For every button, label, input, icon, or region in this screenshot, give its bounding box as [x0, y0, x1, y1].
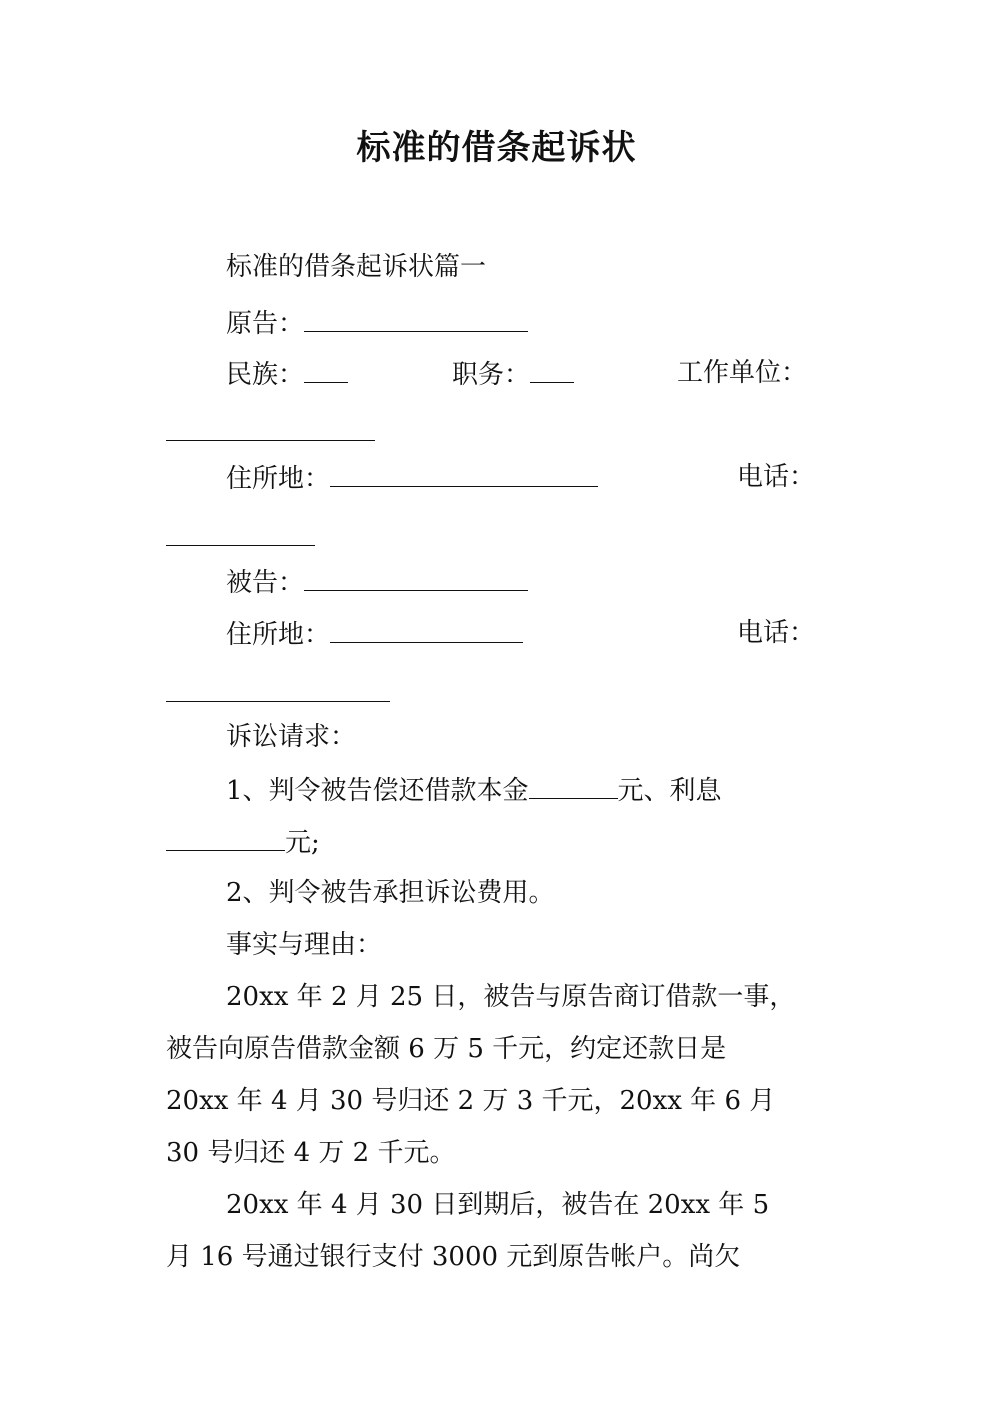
employer-blank [166, 440, 375, 441]
claim-item-1 [226, 772, 722, 808]
facts-p1-line2: 被告向原告借款金额 6 万 5 千元，约定还款日是 [166, 1034, 727, 1064]
plaintiff-address-blank [330, 460, 598, 487]
plaintiff-address-label: 住所地： [226, 464, 331, 494]
defendant-address-blank [330, 616, 523, 643]
claim-1-suffix: 元; [285, 828, 320, 858]
plaintiff-label: 原告： [226, 309, 305, 339]
facts-p1-line4: 30 号归还 4 万 2 千元。 [166, 1138, 456, 1168]
section-heading: 标准的借条起诉状篇一 [226, 252, 487, 282]
facts-p2-line1: 20xx 年 4 月 30 日到期后，被告在 20xx 年 5 [226, 1190, 770, 1220]
plaintiff-phone-blank [166, 545, 315, 546]
position-blank [530, 356, 574, 383]
plaintiff-blank [304, 305, 528, 332]
ethnicity-label: 民族： [226, 360, 305, 390]
plaintiff-address-line [226, 460, 598, 496]
defendant-phone-label: 电话： [737, 618, 816, 648]
claim-item-1-cont [166, 824, 320, 860]
interest-blank [166, 824, 285, 851]
plaintiff-line [226, 305, 528, 341]
facts-p1-line1: 20xx 年 2 月 25 日，被告与原告商订借款一事， [226, 982, 796, 1012]
claim-1-mid: 元、利息 [617, 776, 722, 806]
defendant-line [226, 564, 528, 600]
defendant-label: 被告： [226, 568, 305, 598]
principal-blank [529, 772, 618, 799]
plaintiff-position-line [452, 356, 574, 392]
defendant-address-line [226, 616, 523, 652]
employer-label: 工作单位： [677, 358, 808, 388]
facts-p1-line3: 20xx 年 4 月 30 号归还 2 万 3 千元，20xx 年 6 月 [166, 1086, 776, 1116]
plaintiff-phone-label: 电话： [737, 462, 816, 492]
defendant-phone-blank [166, 701, 390, 702]
claims-heading: 诉讼请求： [226, 722, 357, 752]
defendant-address-label: 住所地： [226, 620, 331, 650]
document-title: 标准的借条起诉状 [356, 128, 637, 168]
defendant-blank [304, 564, 528, 591]
position-label: 职务： [452, 360, 531, 390]
claim-item-2: 2、判令被告承担诉讼费用。 [226, 878, 555, 908]
ethnicity-blank [304, 356, 348, 383]
claim-1-prefix: 1、判令被告偿还借款本金 [226, 776, 529, 806]
facts-heading: 事实与理由： [226, 930, 383, 960]
plaintiff-ethnicity-line [226, 356, 348, 392]
facts-p2-line2: 月 16 号通过银行支付 3000 元到原告帐户。尚欠 [166, 1242, 741, 1272]
